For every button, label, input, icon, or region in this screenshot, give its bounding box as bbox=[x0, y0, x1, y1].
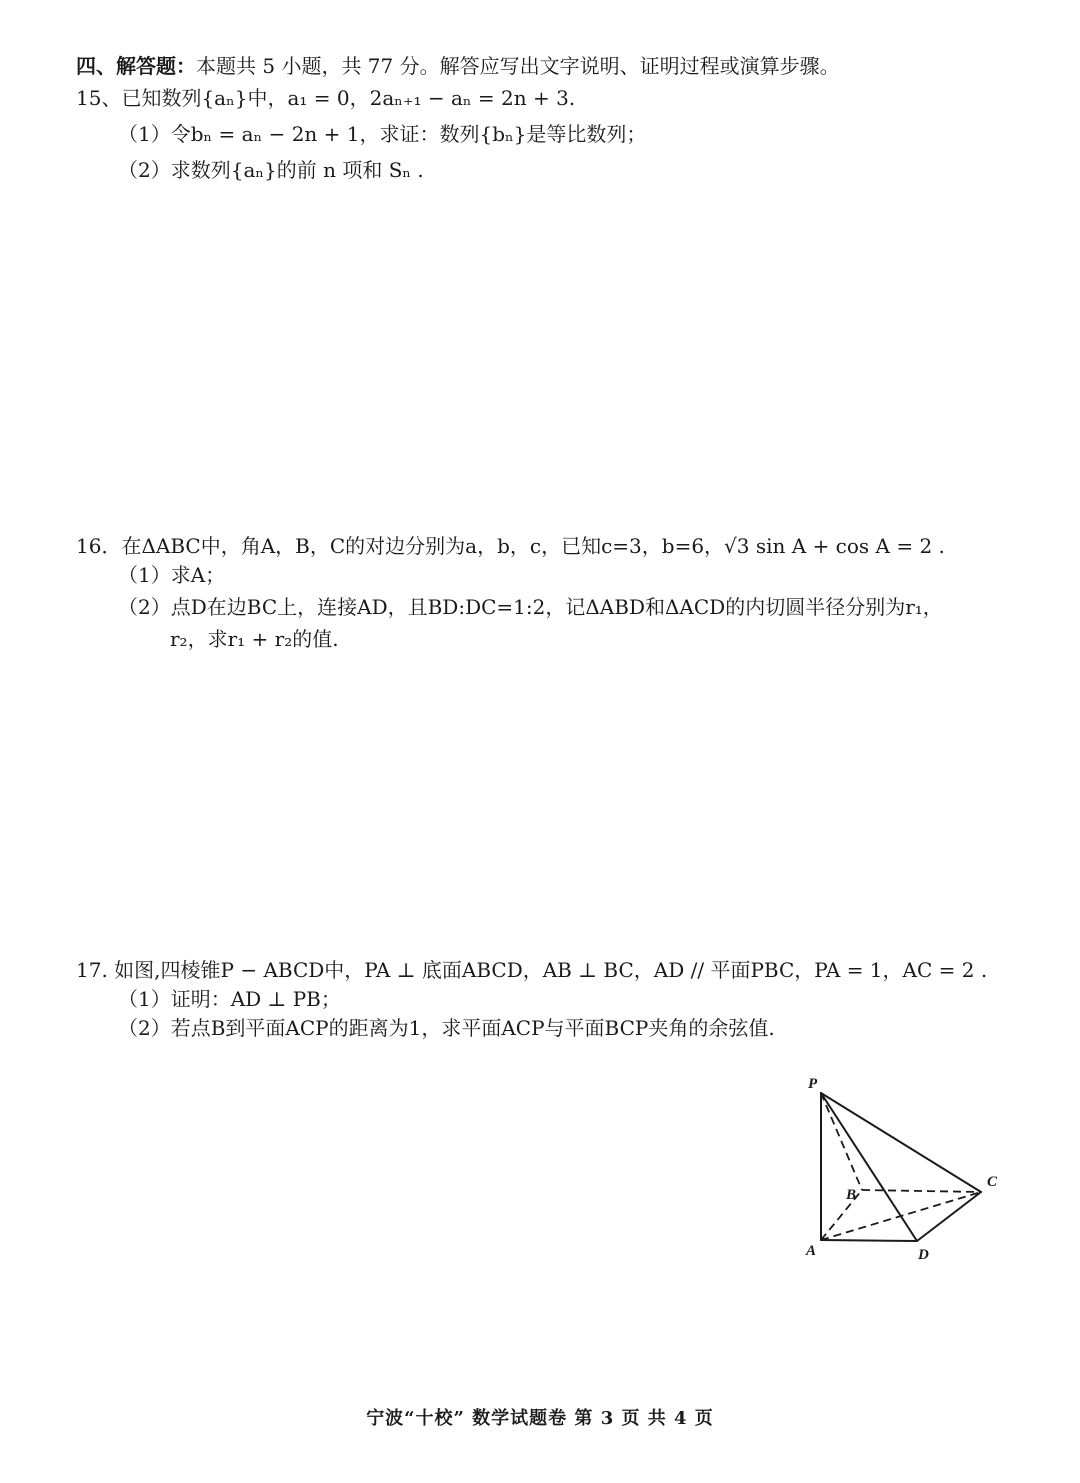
edge-pd bbox=[821, 1093, 917, 1241]
section-heading-line bbox=[76, 52, 840, 80]
pyramid-figure bbox=[798, 1070, 1008, 1270]
label-d: D bbox=[918, 1247, 929, 1263]
label-p: P bbox=[808, 1076, 818, 1092]
edge-pc bbox=[821, 1093, 981, 1192]
q16-part2-line2: r₂，求r₁ + r₂的值. bbox=[170, 627, 339, 651]
q15-part1: （1）令bₙ = aₙ − 2n + 1，求证：数列{bₙ}是等比数列； bbox=[118, 122, 647, 146]
label-a: A bbox=[806, 1243, 817, 1259]
section-heading: 四、解答题： bbox=[76, 54, 196, 78]
edge-dc bbox=[917, 1192, 981, 1241]
q16-stem: 16．在ΔABC中，角A，B，C的对边分别为a，b，c，已知c=3，b=6，√3 sin A + cos A = 2 . bbox=[76, 534, 945, 558]
q16-part1: （1）求A； bbox=[118, 563, 226, 587]
edge-pb-hidden bbox=[821, 1093, 862, 1190]
q17-part2: （2）若点B到平面ACP的距离为1，求平面ACP与平面BCP夹角的余弦值. bbox=[118, 1016, 775, 1040]
label-b: B bbox=[846, 1187, 857, 1203]
q17-part1: （1）证明：AD ⊥ PB； bbox=[118, 987, 341, 1011]
q17-stem: 17. 如图,四棱锥P − ABCD中，PA ⊥ 底面ABCD，AB ⊥ BC，AD // 平面PBC，PA = 1，AC = 2 . bbox=[76, 958, 988, 982]
label-c: C bbox=[987, 1174, 998, 1190]
q15-part2: （2）求数列{aₙ}的前 n 项和 Sₙ . bbox=[118, 158, 424, 182]
page-footer: 宁波“十校” 数学试题卷 第 3 页 共 4 页 bbox=[366, 1408, 714, 1429]
edge-bc-hidden bbox=[862, 1190, 981, 1192]
edge-ad bbox=[821, 1240, 917, 1241]
q15-stem: 15、已知数列{aₙ}中，a₁ = 0，2aₙ₊₁ − aₙ = 2n + 3. bbox=[76, 86, 576, 110]
edge-ac-hidden bbox=[821, 1192, 981, 1240]
q16-part2-line1: （2）点D在边BC上，连接AD，且BD:DC=1:2，记ΔABD和ΔACD的内切圆半径分别为r₁， bbox=[118, 595, 943, 619]
section-instructions: 本题共 5 小题，共 77 分。解答应写出文字说明、证明过程或演算步骤。 bbox=[196, 54, 840, 78]
